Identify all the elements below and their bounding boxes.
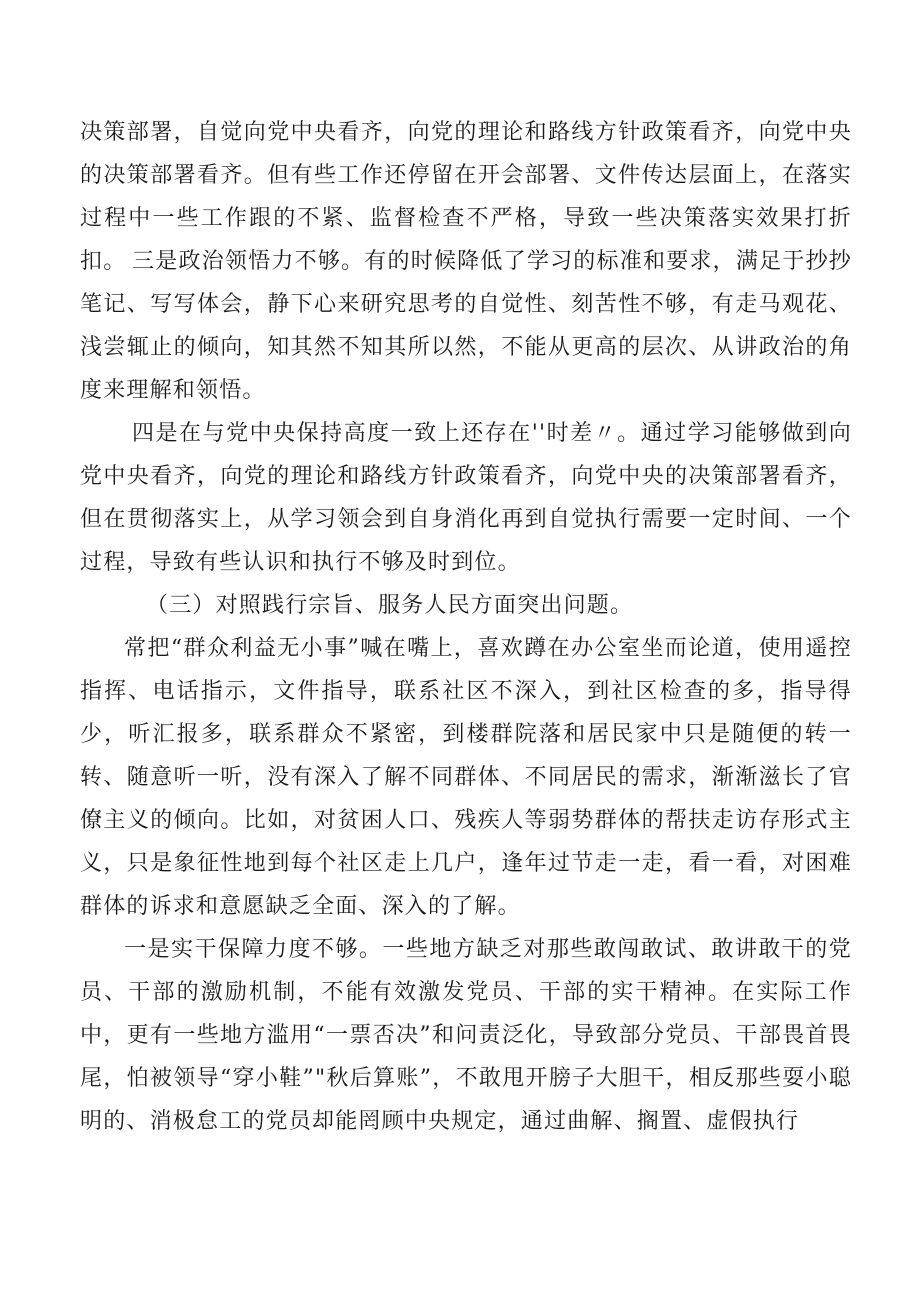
paragraph-practical-support: 一是实干保障力度不够。一些地方缺乏对那些敢闯敢试、敢讲敢干的党员、干部的激励机制，不能有效激发党员、干部的实干精神。在实际工作中，更有一些地方滥用“一票否决”和问责泛化，导致部分党员、干部畏首畏尾，怕被领导“穿小鞋”"秋后算账”，不敢甩开膀子大胆干，相反那些耍小聪明的、消极怠工的党员却能罔顾中央规定，通过曲解、搁置、虚假执行 (80, 937, 852, 1134)
paragraph-continuation: 决策部署，自觉向党中央看齐，向党的理论和路线方针政策看齐，向党中央的决策部署看齐。但有些工作还停留在开会部署、文件传达层面上，在落实过程中一些工作跟的不紧、监督检查不严格，导致一些决策落实效果打折扣。 (80, 120, 852, 274)
paragraph-alignment-time-lag: 四是在与党中央保持高度一致上还存在''时差〃。通过学习能够做到向党中央看齐，向党的理论和路线方针政策看齐，向党中央的决策部署看齐，但在贯彻落实上，从学习领会到自身消化再到自觉执行需要一定时间、一个过程，导致有些认识和执行不够及时到位。 (80, 421, 852, 575)
paragraph-mass-interests: 常把“群众利益无小事”喊在嘴上，喜欢蹲在办公室坐而论道，使用遥控指挥、电话指示，文件指导，联系社区不深入，到社区检查的多，指导得少，听汇报多，联系群众不紧密，到楼群院落和居民家中只是随便的转一转、随意听一听，没有深入了解不同群体、不同居民的需求，渐渐滋长了官僚主义的倾向。比如，对贫困人口、残疾人等弱势群体的帮扶走访存形式主义，只是象征性地到每个社区走上几户，逢年过节走一走，看一看，对困难群体的诉求和意愿缺乏全面、深入的了解。 (80, 636, 852, 919)
section-heading-serving-people: （三）对照践行宗旨、服务人民方面突出问题。 (146, 593, 634, 618)
paragraph-political-comprehension: 三是政治领悟力不够。有的时候降低了学习的标准和要求，满足于抄抄笔记、写写体会，静下心来研究思考的自觉性、刻苦性不够，有走马观花、浅尝辄止的倾向，知其然不知其所以然，不能从更高的层次、从讲政治的角度来理解和领悟。 (80, 249, 852, 403)
